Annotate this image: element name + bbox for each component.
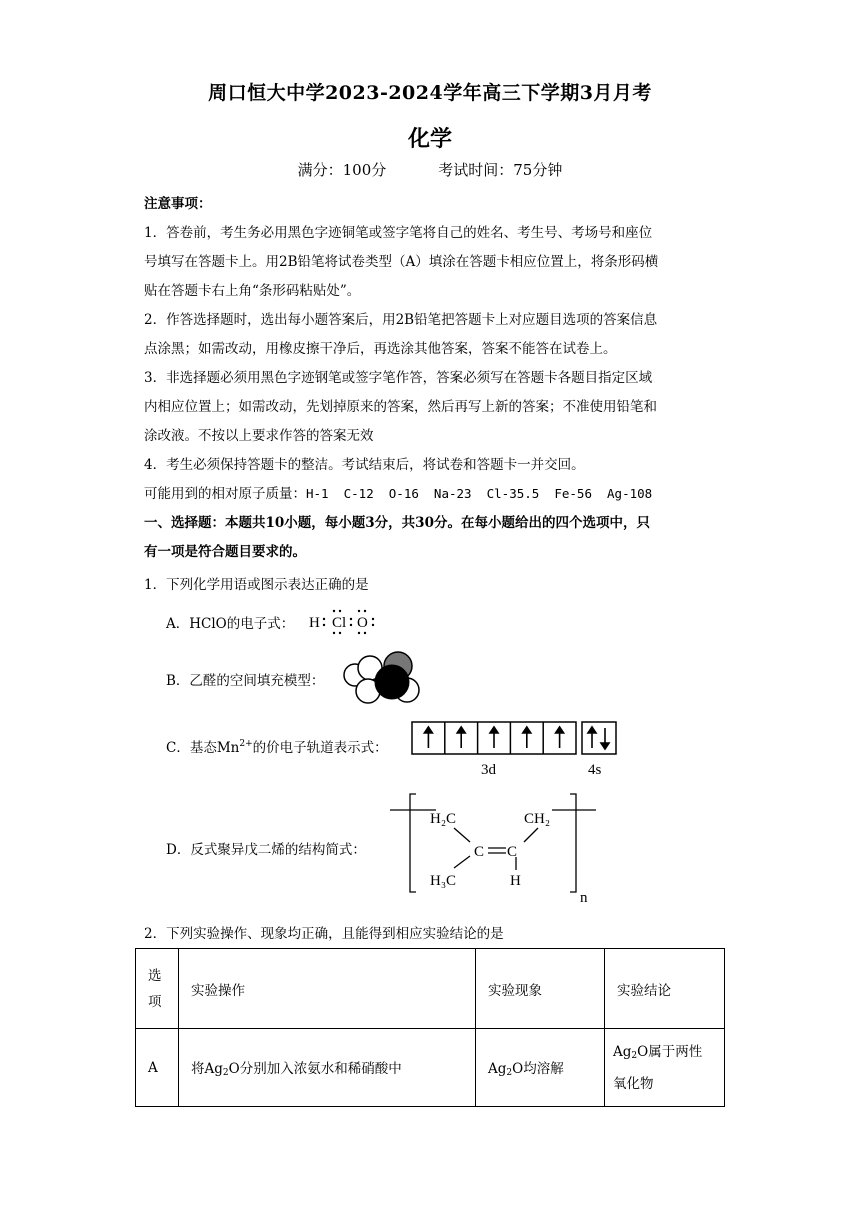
header-option: 选 项 <box>136 949 179 1029</box>
d-h-text: H <box>510 873 521 889</box>
q2-stem: 2．下列实验操作、现象均正确，且能得到相应实验结论的是 <box>144 926 504 942</box>
orbital-3d-label: 3d <box>481 762 496 778</box>
notice-heading: 注意事项： <box>144 196 212 212</box>
q1-option-d-label: D．反式聚异戊二烯的结构简式： <box>166 842 366 858</box>
notice-line: 内相应位置上；如需改动，先划掉原来的答案，然后再写上新的答案；不准使用铅笔和 <box>144 399 657 415</box>
d-h2c-text: H₂C <box>430 811 457 827</box>
section-heading-line2: 有一项是符合题目要求的。 <box>144 544 306 560</box>
exam-time: 考试时间：75分钟 <box>438 161 563 179</box>
notice-line: 号填写在答题卡上。用2B铅笔将试卷类型（A）填涂在答题卡相应位置上，将条形码横 <box>144 254 659 270</box>
row-a-phenomenon: $Ag_2O$均溶解 <box>476 1029 605 1107</box>
header-phenomenon: 实验现象 <box>476 949 605 1029</box>
notice-line: 1．答卷前，考生务必用黑色字迹铜笔或签字笔将自己的姓名、考生号、考场号和座位 <box>144 225 653 241</box>
d-ch2-text: CH₂ <box>524 811 551 827</box>
atomic-mass-label: 可能用到的相对原子质量： <box>144 486 306 502</box>
q1-option-c-label: C．基态$Mn^{2+}$的价电子轨道表示式： <box>166 739 388 756</box>
section-heading-line1: 一、选择题：本题共10小题，每小题3分，共30分。在每小题给出的四个选项中，只 <box>144 515 650 531</box>
exam-title: 周口恒大中学2023-2024学年高三下学期3月月考 <box>208 82 652 104</box>
notice-line: 4．考生必须保持答题卡的整洁。考试结束后，将试卷和答题卡一并交回。 <box>144 457 585 473</box>
notice-line: 2．作答选择题时，选出每小题答案后，用2B铅笔把答题卡上对应题目选项的答案信息 <box>144 312 658 328</box>
hclo-electron-formula <box>305 603 385 639</box>
notice-line: 贴在答题卡右上角“条形码粘贴处”。 <box>144 283 361 299</box>
row-a-option: A <box>136 1029 179 1107</box>
atomic-mass-values: H-1 C-12 O-16 Na-23 Cl-35.5 Fe-56 Ag-108 <box>306 486 653 501</box>
row-a-conclusion: $Ag_2O$属于两性 氧化物 <box>605 1029 725 1107</box>
trans-polyisoprene-structure <box>390 790 602 910</box>
table-row <box>136 1029 725 1107</box>
mn2-orbital-diagram <box>410 720 620 780</box>
q2-table <box>135 948 725 1107</box>
d-h3c-text: H₃C <box>430 873 457 889</box>
score-time-line <box>0 159 860 180</box>
full-score: 满分：100分 <box>297 161 387 179</box>
q1-option-a-label: A．HClO的电子式： <box>166 616 295 632</box>
atomic-mass-line <box>144 482 652 502</box>
table-header-row <box>136 949 725 1029</box>
svg-text:O: O <box>357 615 368 631</box>
d-c2-text: C <box>507 844 518 860</box>
svg-text:Cl: Cl <box>332 615 347 631</box>
acetaldehyde-space-filling-model <box>340 648 424 706</box>
header-operation: 实验操作 <box>179 949 476 1029</box>
notice-line: 涂改液。不按以上要求作答的答案无效 <box>144 428 374 444</box>
notice-line: 点涂黑；如需改动，用橡皮擦干净后，再选涂其他答案，答案不能答在试卷上。 <box>144 341 617 357</box>
subject-title: 化学 <box>407 126 452 152</box>
notice-line: 3．非选择题必须用黑色字迹钢笔或签字笔作答，答案必须写在答题卡各题目指定区域 <box>144 370 653 386</box>
svg-text:H: H <box>309 615 320 631</box>
q1-option-b-label: B．乙醛的空间填充模型： <box>166 673 325 689</box>
q1-stem: 1．下列化学用语或图示表达正确的是 <box>144 577 369 593</box>
d-c1-text: C <box>474 844 485 860</box>
row-a-operation: 将$Ag_2O$分别加入浓氨水和稀硝酸中 <box>179 1029 476 1107</box>
orbital-4s-label: 4s <box>588 762 602 778</box>
header-conclusion: 实验结论 <box>605 949 725 1029</box>
d-n-text: n <box>580 890 588 906</box>
